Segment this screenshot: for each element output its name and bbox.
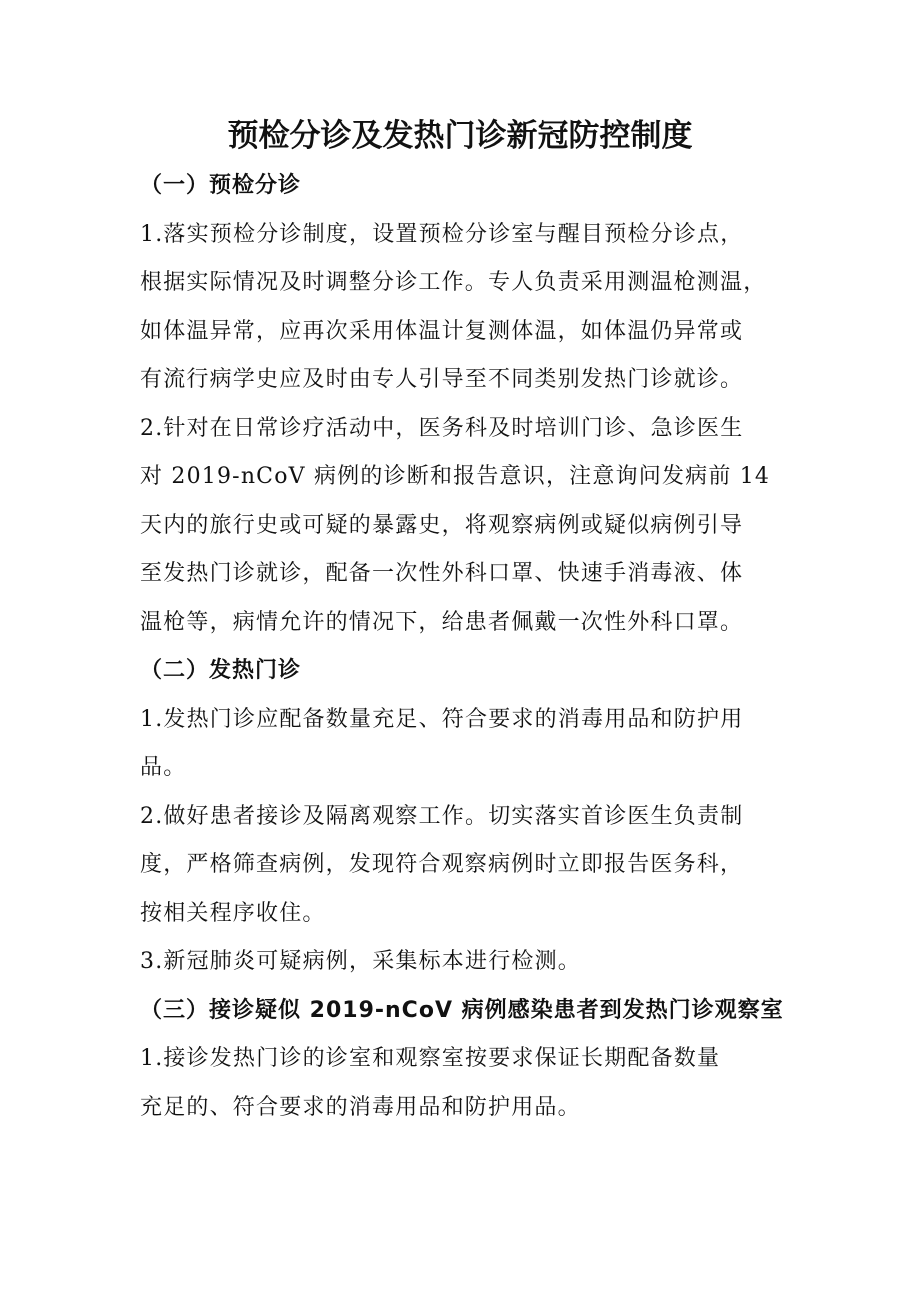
paragraph-line: 根据实际情况及时调整分诊工作。专人负责采用测温枪测温，	[140, 270, 767, 295]
section-heading-2: （二）发热门诊	[140, 658, 302, 683]
paragraph-line: 2.做好患者接诊及隔离观察工作。切实落实首诊医生负责制	[140, 803, 744, 829]
paragraph-line: 充足的、符合要求的消毒用品和防护用品。	[140, 1094, 581, 1120]
paragraph-line: 1.发热门诊应配备数量充足、符合要求的消毒用品和防护用	[140, 706, 744, 732]
paragraph-line: 3.新冠肺炎可疑病例，采集标本进行检测。	[140, 949, 581, 974]
section-heading-3: （三）接诊疑似 2019-nCoV 病例感染患者到发热门诊观察室	[140, 997, 784, 1023]
paragraph-line: 1.落实预检分诊制度，设置预检分诊室与醒目预检分诊点，	[140, 221, 744, 247]
paragraph-line: 2.针对在日常诊疗活动中，医务科及时培训门诊、急诊医生	[140, 415, 744, 441]
paragraph-line: 度，严格筛查病例，发现符合观察病例时立即报告医务科，	[140, 852, 744, 877]
paragraph-line: 1.接诊发热门诊的诊室和观察室按要求保证长期配备数量	[140, 1046, 721, 1071]
paragraph-line: 品。	[140, 755, 187, 780]
paragraph-line: 如体温异常，应再次采用体温计复测体温，如体温仍异常或	[140, 318, 744, 344]
paragraph-line: 至发热门诊就诊，配备一次性外科口罩、快速手消毒液、体	[140, 561, 744, 586]
paragraph-line: 天内的旅行史或可疑的暴露史，将观察病例或疑似病例引导	[140, 512, 744, 538]
document-title: 预检分诊及发热门诊新冠防控制度	[227, 118, 693, 154]
paragraph-line: 温枪等，病情允许的情况下，给患者佩戴一次性外科口罩。	[140, 609, 744, 635]
paragraph-line: 按相关程序收住。	[140, 900, 326, 926]
document-body	[140, 162, 800, 1132]
paragraph-line: 对 2019-nCoV 病例的诊断和报告意识，注意询问发病前 14	[140, 464, 771, 489]
paragraph-line: 有流行病学史应及时由专人引导至不同类别发热门诊就诊。	[140, 367, 744, 392]
section-heading-1: （一）预检分诊	[140, 173, 302, 198]
